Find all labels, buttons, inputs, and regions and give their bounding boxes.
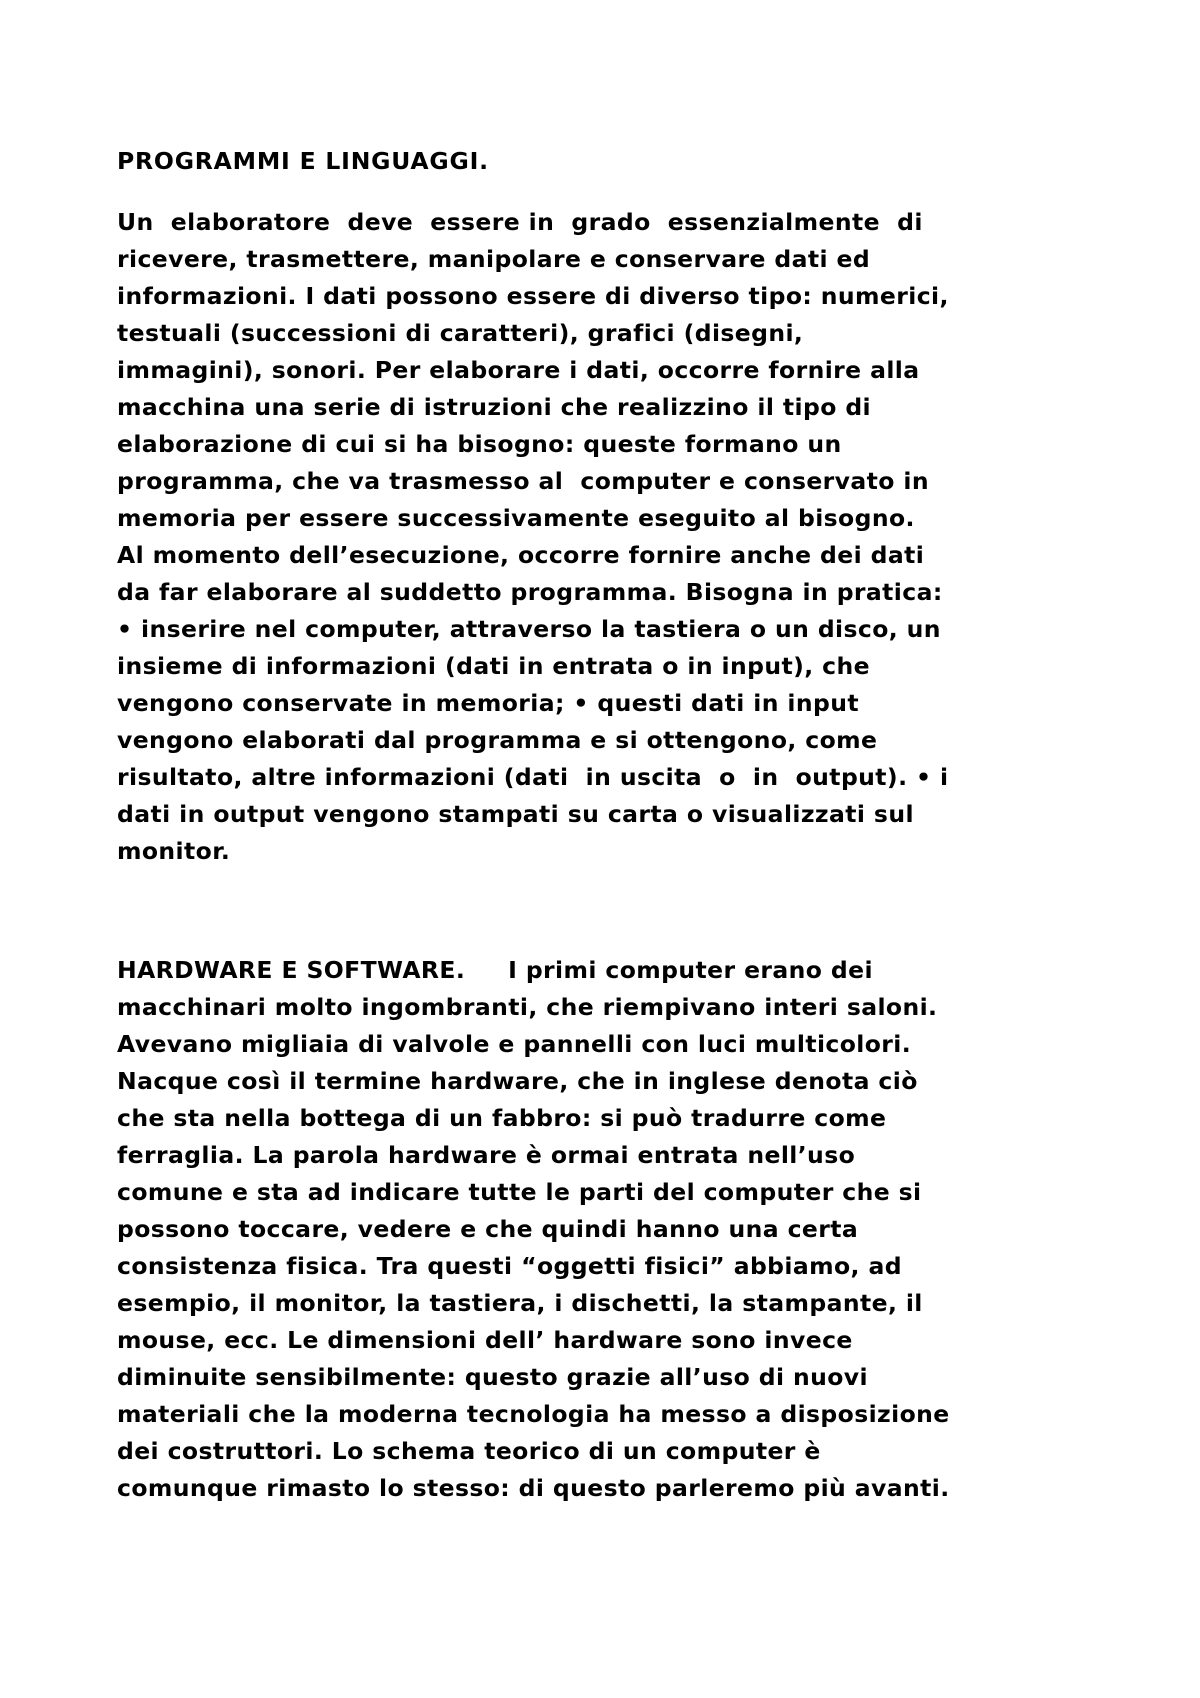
- text-line: immagini), sonori. Per elaborare i dati, occorre fornire alla: [117, 356, 920, 384]
- text-line: macchina una serie di istruzioni che realizzino il tipo di: [117, 393, 871, 421]
- text-line: vengono elaborati dal programma e si ottengono, come: [117, 726, 878, 754]
- text-line: consistenza fisica. Tra questi “oggetti fisici” abbiamo, ad: [117, 1252, 902, 1280]
- text-line: ricevere, trasmettere, manipolare e conservare dati ed: [117, 245, 871, 273]
- text-line: da far elaborare al suddetto programma. Bisogna in pratica:: [117, 578, 943, 606]
- text-line: comune e sta ad indicare tutte le parti del computer che si: [117, 1178, 922, 1206]
- text-line: informazioni. I dati possono essere di diverso tipo: numerici,: [117, 282, 949, 310]
- section-2-body: [117, 952, 950, 1507]
- text-line: Nacque così il termine hardware, che in inglese denota ciò: [117, 1067, 918, 1095]
- text-line: macchinari molto ingombranti, che riempivano interi saloni.: [117, 993, 938, 1021]
- text-line: Un elaboratore deve essere in grado essenzialmente di: [117, 208, 923, 236]
- text-line: dati in output vengono stampati su carta o visualizzati sul: [117, 800, 914, 828]
- text-line: mouse, ecc. Le dimensioni dell’ hardware sono invece: [117, 1326, 853, 1354]
- text-line: Al momento dell’esecuzione, occorre fornire anche dei dati: [117, 541, 925, 569]
- text-line: possono toccare, vedere e che quindi hanno una certa: [117, 1215, 859, 1243]
- text-line: elaborazione di cui si ha bisogno: queste formano un: [117, 430, 842, 458]
- text-line: risultato, altre informazioni (dati in uscita o in output). • i: [117, 763, 949, 791]
- text-line: esempio, il monitor, la tastiera, i dischetti, la stampante, il: [117, 1289, 923, 1317]
- text-line: ferraglia. La parola hardware è ormai entrata nell’uso: [117, 1141, 856, 1169]
- text-line: vengono conservate in memoria; • questi dati in input: [117, 689, 860, 717]
- section-1-body: [117, 204, 949, 870]
- section-1-heading: PROGRAMMI E LINGUAGGI.: [117, 147, 489, 175]
- text-line: Avevano migliaia di valvole e pannelli con luci multicolori.: [117, 1030, 912, 1058]
- text-line: diminuite sensibilmente: questo grazie all’uso di nuovi: [117, 1363, 868, 1391]
- text-line: programma, che va trasmesso al computer e conservato in: [117, 467, 929, 495]
- text-line: memoria per essere successivamente eseguito al bisogno.: [117, 504, 915, 532]
- text-line: comunque rimasto lo stesso: di questo parleremo più avanti.: [117, 1474, 950, 1502]
- text-line: testuali (successioni di caratteri), grafici (disegni,: [117, 319, 804, 347]
- text-line: monitor.: [117, 837, 231, 865]
- section-2-first-line: HARDWARE E SOFTWARE. I primi computer erano dei: [117, 956, 873, 984]
- text-line: dei costruttori. Lo schema teorico di un computer è: [117, 1437, 821, 1465]
- text-line: • inserire nel computer, attraverso la tastiera o un disco, un: [117, 615, 941, 643]
- text-line: materiali che la moderna tecnologia ha messo a disposizione: [117, 1400, 950, 1428]
- text-line: che sta nella bottega di un fabbro: si può tradurre come: [117, 1104, 887, 1132]
- text-line: insieme di informazioni (dati in entrata o in input), che: [117, 652, 870, 680]
